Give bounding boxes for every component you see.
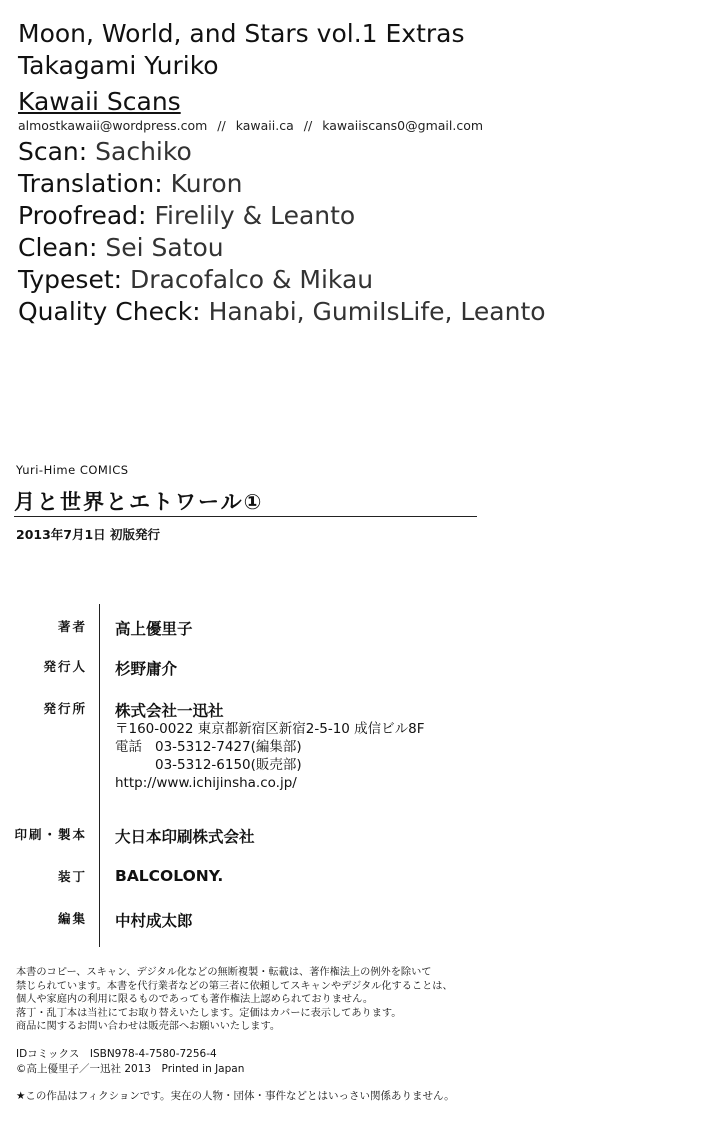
notice-line: 個人や家庭内の利用に限るものであっても著作権法上認められておりません。 [16,994,374,1006]
credit-clean [18,232,718,264]
contact-website: kawaii.ca [235,118,294,133]
contact-wordpress: almostkawaii@wordpress.com [18,118,208,133]
notice-line: 禁じられています。本書を代行業者などの第三者に依頼してスキャンやデジタル化することは、 [16,980,453,992]
phone-label: 電話 [115,739,142,755]
copyright-line: ©高上優里子／一迅社 2013 Printed in Japan [16,1062,245,1075]
credits-title: Moon, World, and Stars vol.1 Extras [18,19,465,48]
copyright-notice [16,966,453,1034]
colophon-label: 印刷・製本 [14,827,87,842]
credit-role: Typeset: [18,265,123,294]
notice-line: 商品に関するお問い合わせは販売部へお願いいたします。 [16,1021,281,1033]
credit-proofread [18,200,718,232]
colophon-divider [99,604,100,947]
phone-editorial: 03-5312-7427(編集部) [155,739,302,755]
credit-role: Scan: [18,137,88,166]
credit-names: Firelily & Leanto [154,201,356,230]
notice-line: 落丁・乱丁本は当社にてお取り替えいたします。定価はカバーに表示してあります。 [16,1007,402,1019]
isbn-block [16,1047,244,1076]
colophon-value: 大日本印刷株式会社 [115,828,255,846]
contact-separator: // [303,118,313,133]
publisher-contact [115,720,425,792]
credit-scan [18,136,718,168]
publisher-url: http://www.ichijinsha.co.jp/ [115,775,297,791]
credit-names: Sachiko [95,137,192,166]
credit-typeset [18,264,718,296]
phone-line [115,756,425,774]
contact-email: kawaiiscans0@gmail.com [322,118,484,133]
colophon-value: 株式会社一迅社 [115,702,224,720]
scanlation-credits [18,18,718,328]
credits-author: Takagami Yuriko [18,51,219,80]
colophon-value: 高上優里子 [115,620,193,638]
phone-sales: 03-5312-6150(販売部) [155,757,302,773]
phone-line [115,738,425,756]
title-divider [14,516,477,517]
credit-quality-check [18,296,718,328]
notice-line: 本書のコピー、スキャン、デジタル化などの無断複製・転載は、著作権法上の例外を除いて [16,967,432,978]
group-contacts [18,118,718,134]
publish-date: 2013年7月1日 初版発行 [16,527,161,542]
colophon-value: 中村成太郎 [115,912,193,930]
group-name: Kawaii Scans [18,87,181,116]
colophon-label: 装丁 [57,869,87,884]
series-label: Yuri-Hime COMICS [16,463,129,477]
credit-role: Translation: [18,169,163,198]
colophon-label: 発行人 [43,659,87,674]
credit-role: Quality Check: [18,297,201,326]
isbn: IDコミックス ISBN978-4-7580-7256-4 [16,1048,217,1060]
publisher-address: 〒160-0022 東京都新宿区新宿2-5-10 成信ビル8F [115,721,425,737]
credit-translation [18,168,718,200]
credit-names: Kuron [170,169,243,198]
contact-separator: // [217,118,226,133]
fiction-disclaimer: ★この作品はフィクションです。実在の人物・団体・事件などとはいっさい関係ありません。 [16,1090,455,1102]
credit-role: Proofread: [18,201,147,230]
credit-names: Sei Satou [105,233,224,262]
colophon-value: BALCOLONY. [115,867,224,885]
credit-names: Hanabi, GumiIsLife, Leanto [208,297,546,326]
colophon-value: 杉野庸介 [115,660,178,678]
book-title: 月と世界とエトワール① [14,490,264,514]
colophon-label: 編集 [57,911,87,926]
credit-role: Clean: [18,233,98,262]
colophon-label: 著者 [57,619,87,634]
colophon-label: 発行所 [43,701,87,716]
credit-names: Dracofalco & Mikau [130,265,374,294]
